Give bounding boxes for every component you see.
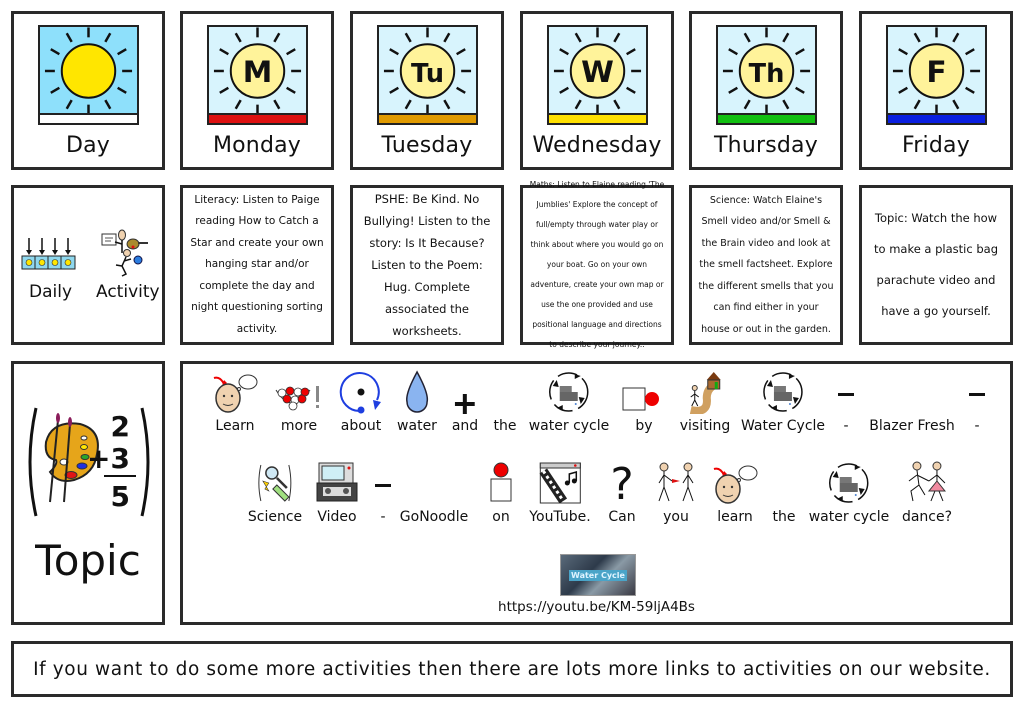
symbol-label: learn	[717, 509, 753, 525]
symbol-label: -	[380, 509, 386, 525]
symbol-label: the	[493, 418, 517, 434]
sun-icon	[207, 25, 308, 125]
svg-text:2: 2	[110, 410, 130, 443]
sun-icon	[377, 25, 478, 125]
on-dot-square-icon	[489, 461, 513, 505]
topic-label: Topic	[35, 536, 141, 585]
day-color-band	[549, 113, 646, 123]
symbol-word	[741, 370, 825, 434]
topic-card	[11, 361, 165, 625]
day-color-band	[40, 113, 137, 123]
svg-text:W: W	[580, 54, 614, 90]
activity-text: Science: Watch Elaine's Smell video and/or Smell & the Brain video and look at the smell factsheet. Explore the different smells that you can find either in your house or out in the garden.	[698, 194, 834, 335]
symbol-word	[315, 461, 359, 525]
svg-text:Tu: Tu	[410, 58, 444, 89]
day-label: Tuesday	[381, 133, 473, 158]
svg-text:F: F	[925, 54, 947, 90]
by-square-dot-icon	[622, 370, 666, 414]
symbol-word	[375, 461, 391, 525]
symbol-word	[773, 461, 796, 525]
symbol-label: Can	[608, 509, 636, 525]
day-card-wednesday	[520, 11, 674, 170]
more-balls-icon	[274, 370, 324, 414]
symbol-label: more	[280, 418, 318, 434]
day-card-monday	[180, 11, 334, 170]
symbol-label: you	[663, 509, 689, 525]
symbol-sentence-panel	[180, 361, 1013, 625]
water-cycle-icon	[761, 370, 805, 414]
symbol-label: the	[772, 509, 796, 525]
day-color-band	[209, 113, 306, 123]
symbol-label: about	[340, 418, 382, 434]
day-label: Friday	[902, 133, 970, 158]
day-label: Thursday	[714, 133, 818, 158]
activity-text: Topic: Watch the how to make a plastic bag parachute video and have a go yourself.	[874, 211, 998, 318]
visiting-path-icon	[687, 370, 723, 414]
day-card-tuesday	[350, 11, 504, 170]
symbol-word	[400, 461, 468, 525]
activity-card-monday	[180, 185, 334, 345]
symbol-label: by	[635, 418, 653, 434]
learn-head-icon	[212, 370, 258, 414]
learn-head-icon	[712, 461, 758, 505]
symbol-label: -	[974, 418, 980, 434]
dash-icon	[969, 370, 985, 414]
footer-message	[11, 641, 1013, 697]
symbol-word	[902, 461, 952, 525]
svg-text:5: 5	[110, 480, 130, 513]
day-color-band	[718, 113, 815, 123]
symbol-label: water cycle	[808, 509, 890, 525]
symbol-label: water cycle	[528, 418, 610, 434]
symbol-label: on	[492, 509, 510, 525]
dash-icon	[838, 370, 854, 414]
symbol-label: visiting	[679, 418, 731, 434]
symbol-word	[869, 370, 955, 434]
activity-text: Literacy: Listen to Paige reading How to Catch a Star and create your own hanging star and/or complete the day and night questioning sorting activity.	[190, 193, 324, 335]
symbol-word	[608, 461, 636, 525]
symbol-word	[339, 370, 383, 434]
day-card-thursday	[689, 11, 843, 170]
daily-label: Daily	[29, 282, 73, 302]
symbol-word	[212, 370, 258, 434]
sun-icon	[547, 25, 648, 125]
you-people-icon	[656, 461, 696, 505]
video-link[interactable]: https://youtu.be/KM-59ljA4Bs	[498, 599, 695, 615]
symbol-label: Water Cycle	[740, 418, 826, 434]
symbol-word	[969, 370, 985, 434]
video-tv-icon	[315, 461, 359, 505]
svg-text:M: M	[242, 54, 272, 90]
activity-icon	[100, 228, 156, 284]
daily-activity-card	[11, 185, 165, 345]
dance-icon	[907, 461, 947, 505]
science-icon	[255, 461, 295, 505]
symbol-word	[529, 370, 610, 434]
activity-card-wednesday	[520, 180, 674, 349]
day-card-day	[11, 11, 165, 170]
symbol-label: GoNoodle	[399, 509, 469, 525]
video-thumbnail[interactable]: Water Cycle	[560, 554, 636, 596]
activity-text: PSHE: Be Kind. No Bullying! Listen to the story: Is It Because? Listen to the Poem: Hug. Complete associated the worksheets.	[363, 192, 491, 338]
symbol-label: water	[397, 418, 437, 434]
activity-card-thursday	[689, 185, 843, 345]
symbol-word	[838, 370, 854, 434]
day-card-friday	[859, 11, 1013, 170]
symbol-word	[712, 461, 758, 525]
svg-text:?: ?	[610, 461, 634, 505]
daily-calendar-icon	[21, 238, 77, 278]
activity-label: Activity	[96, 282, 160, 302]
symbol-word	[452, 370, 478, 434]
sun-icon	[38, 25, 139, 125]
symbol-label: Video	[317, 509, 357, 525]
symbol-row-2	[183, 461, 1010, 531]
day-color-band	[379, 113, 476, 123]
sun-icon	[716, 25, 817, 125]
day-label: Monday	[212, 133, 302, 158]
symbol-word	[397, 370, 437, 434]
symbol-word	[248, 461, 302, 525]
day-label: Wednesday	[532, 133, 662, 158]
symbol-label: Blazer Fresh	[869, 418, 955, 434]
symbol-label: and	[451, 418, 479, 434]
water-cycle-icon	[827, 461, 871, 505]
svg-text:+3: +3	[87, 442, 130, 475]
symbol-word	[529, 461, 590, 525]
symbol-label: YouTube.	[529, 509, 591, 525]
svg-text:Th: Th	[748, 58, 784, 89]
water-drop-icon	[403, 370, 431, 414]
activity-text: Maths: Listen to Elaine reading 'The Jumblies' Explore the concept of full/empty through water play or think about where you would go on your boat. Go on your own adventure, create your own map or use the one provided and use positional language and directions to describe your journey..	[529, 180, 665, 349]
plus-icon	[455, 370, 475, 414]
dash-icon	[375, 461, 391, 505]
symbol-word	[489, 461, 513, 525]
symbol-label: dance?	[901, 509, 953, 525]
symbol-label: -	[843, 418, 849, 434]
activity-card-friday	[859, 185, 1013, 345]
activity-card-tuesday	[350, 185, 504, 345]
symbol-row-1	[183, 370, 1010, 440]
symbol-word	[809, 461, 890, 525]
footer-text: If you want to do some more activities then there are lots more links to activities on our website.	[33, 658, 991, 680]
symbol-label: Science	[247, 509, 303, 525]
symbol-word	[494, 370, 517, 434]
symbol-word	[274, 370, 324, 434]
day-label: Day	[65, 133, 111, 158]
youtube-film-icon	[539, 461, 581, 505]
symbol-label: Learn	[215, 418, 255, 434]
symbol-word	[656, 461, 696, 525]
about-circle-icon	[339, 370, 383, 414]
water-cycle-icon	[547, 370, 591, 414]
art-maths-icon	[22, 402, 156, 526]
day-color-band	[888, 113, 985, 123]
question-icon	[608, 461, 636, 505]
symbol-word	[622, 370, 666, 434]
symbol-word	[680, 370, 731, 434]
sun-icon	[886, 25, 987, 125]
